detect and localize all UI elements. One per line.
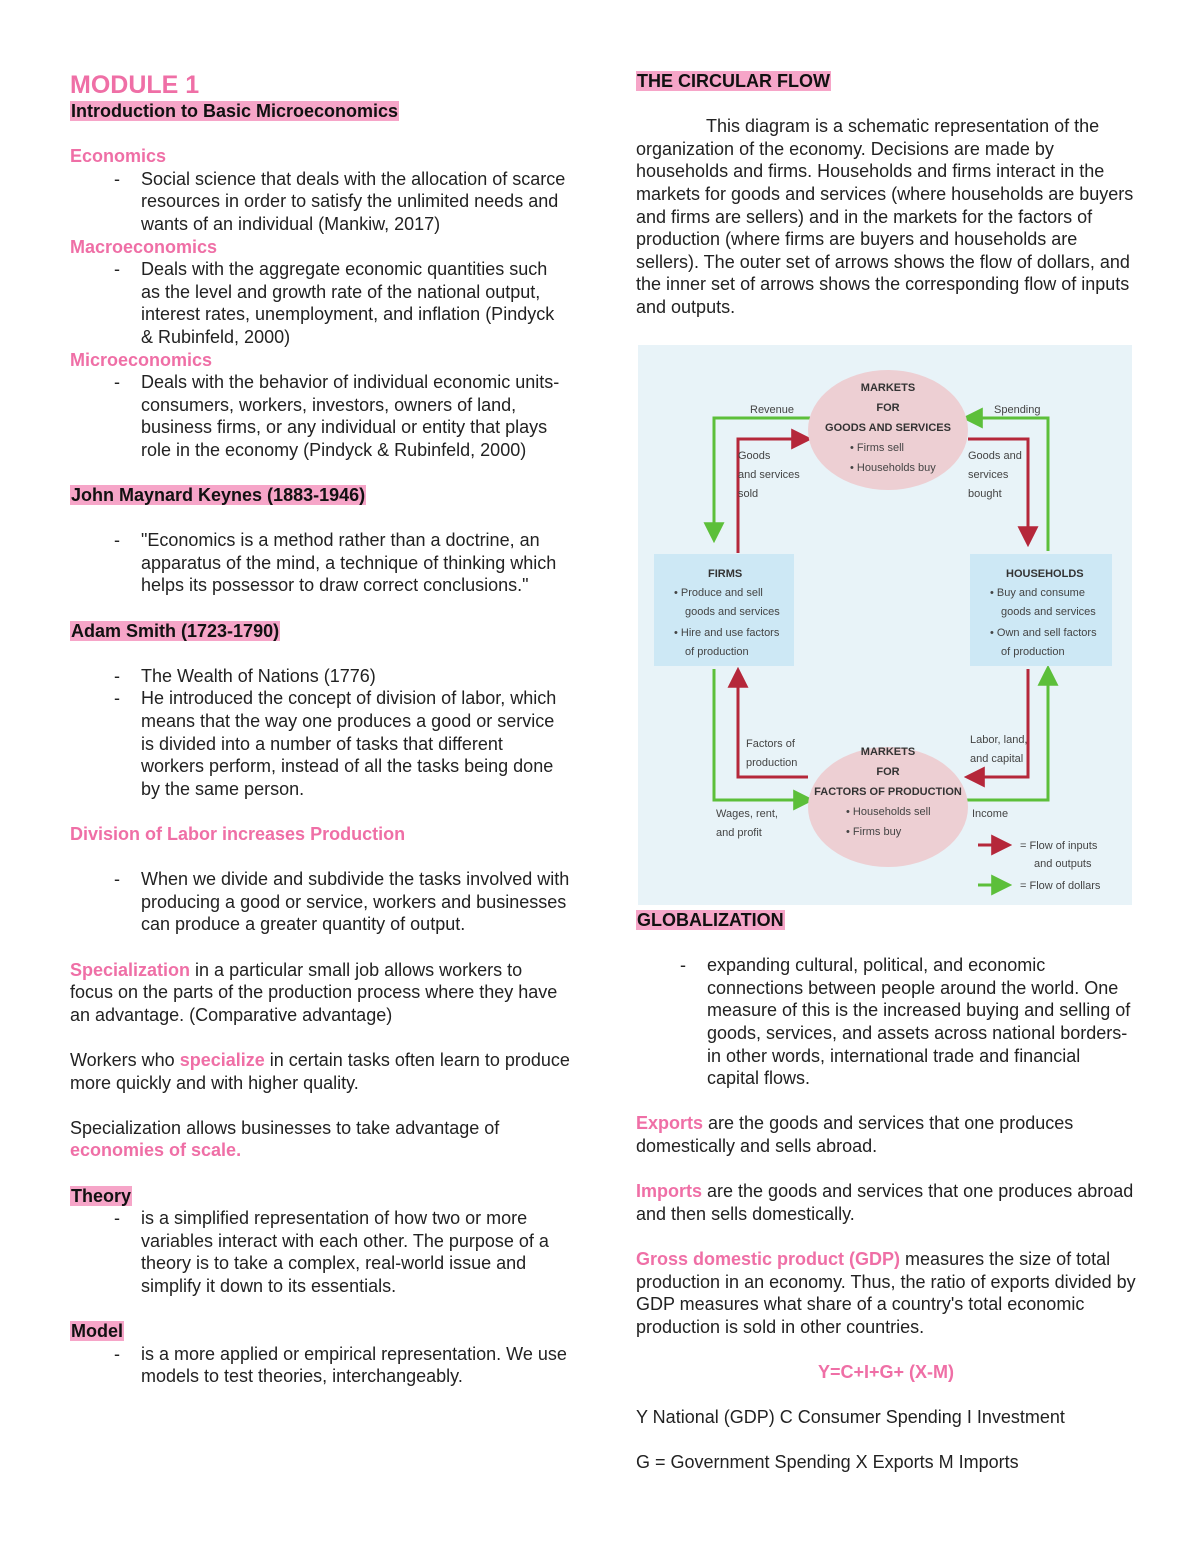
- revenue-label: Revenue: [750, 404, 795, 416]
- spec3-pre: Specialization allows businesses to take advantage of: [70, 1117, 500, 1138]
- gdp-term: Gross domestic product (GDP): [636, 1248, 901, 1269]
- specialization-para-1: [70, 959, 570, 1027]
- imports-rest: are the goods and services that one produces abroad and then sells domestically.: [636, 1181, 1134, 1224]
- spec3-term: economies of scale.: [70, 1140, 242, 1161]
- factors-label-1: Factors of: [746, 738, 795, 750]
- factor-market-label-1: MARKETS: [860, 746, 916, 758]
- firms-bullet-1b: goods and services: [685, 606, 780, 618]
- income-label: Income: [972, 808, 1009, 820]
- economics-term: Economics: [70, 146, 167, 167]
- goods-sold-label-3: sold: [738, 488, 759, 500]
- factor-market-bullet-1: • Households sell: [846, 806, 931, 818]
- specialization-para-2: [70, 1049, 570, 1094]
- goods-market-label-2: FOR: [876, 402, 900, 414]
- macro-def: - Deals with the aggregate economic quantities such as the level and growth rate of the national output, interest rates, unemployment, and inflation (Pindyck & Rubinfeld, 2000): [70, 258, 570, 348]
- legend-red-label-2: and outputs: [1034, 858, 1092, 870]
- macro-term: Macroeconomics: [70, 236, 218, 257]
- goods-bought-label-1: Goods and: [968, 450, 1022, 462]
- circular-flow-heading: THE CIRCULAR FLOW: [637, 71, 830, 91]
- gdp-para: [636, 1248, 1136, 1338]
- spec1-term: Specialization: [70, 959, 191, 980]
- firms-bullet-1a: • Produce and sell: [674, 587, 763, 599]
- factor-market-label-3: FACTORS OF PRODUCTION: [814, 786, 962, 798]
- theory-heading: Theory: [71, 1185, 132, 1206]
- factor-market-bullet-2: • Firms buy: [846, 826, 902, 838]
- legend-red-label-1: = Flow of inputs: [1020, 840, 1098, 852]
- goods-market-bullet-2: • Households buy: [850, 462, 936, 474]
- specialization-para-3: [70, 1117, 570, 1162]
- right-column-top: [636, 70, 1136, 319]
- firms-title: FIRMS: [708, 568, 743, 580]
- factors-label-2: production: [746, 757, 798, 769]
- theory-def: - is a simplified representation of how two or more variables interact with each other. The purpose of a theory is to take a complex, real-world issue and simplify it down to its essentials.: [70, 1207, 570, 1297]
- left-column: [70, 70, 570, 1388]
- households-bullet-1b: goods and services: [1001, 606, 1096, 618]
- circular-flow-text: This diagram is a schematic representation of the organization of the economy. Decisions are made by households and firms. Households and firms interact in the markets for goods and services (where households are buyers and firms are sellers) and in the markets for the factors of production (where firms are buyers and households are sellers). The outer set of arrows shows the flow of dollars, and the inner set of arrows shows the corresponding flow of inputs and outputs.: [636, 116, 1134, 317]
- micro-term: Microeconomics: [70, 349, 213, 370]
- formula-legend-2: G = Government Spending X Exports M Imports: [636, 1452, 1019, 1473]
- households-bullet-2b: of production: [1001, 646, 1065, 658]
- keynes-heading: John Maynard Keynes (1883-1946): [71, 485, 366, 506]
- gdp-rest: measures the size of total production in an economy. Thus, the ratio of exports divided by GDP measures what share of a country's total economic production is sold in other countries.: [636, 1248, 1136, 1337]
- households-title: HOUSEHOLDS: [1006, 568, 1084, 580]
- globalization-heading: GLOBALIZATION: [637, 910, 784, 930]
- goods-bought-label-3: bought: [968, 488, 1002, 500]
- spec2-rest: in certain tasks often learn to produce more quickly and with higher quality.: [70, 1049, 570, 1093]
- spec2-term: specialize: [179, 1049, 265, 1070]
- labor-label-2: and capital: [970, 753, 1024, 765]
- exports-rest: are the goods and services that one produces domestically and sells abroad.: [636, 1113, 1074, 1156]
- module-title: MODULE 1: [70, 71, 200, 99]
- spec1-rest: in a particular small job allows workers to focus on the parts of the production process where they have an advantage. (Comparative advantage): [70, 959, 558, 1025]
- goods-sold-label-1: Goods: [738, 450, 771, 462]
- model-def: - is a more applied or empirical representation. We use models to test theories, interchangeably.: [70, 1343, 570, 1388]
- goods-bought-label-2: services: [968, 469, 1009, 481]
- economics-def: - Social science that deals with the allocation of scarce resources in order to satisfy the unlimited needs and wants of an individual (Mankiw, 2017): [70, 168, 570, 236]
- firms-bullet-2b: of production: [685, 646, 749, 658]
- smith-heading: Adam Smith (1723-1790): [71, 620, 280, 641]
- exports-para: [636, 1112, 1136, 1157]
- goods-market-bullet-1: • Firms sell: [850, 442, 904, 454]
- spending-label: Spending: [994, 404, 1041, 416]
- division-item: - When we divide and subdivide the tasks involved with producing a good or service, workers and businesses can produce a greater quantity of output.: [70, 868, 570, 936]
- micro-def: - Deals with the behavior of individual economic units- consumers, workers, investors, owners of land, business firms, or any individual or entity that plays role in the economy (Pindyck & Rubinfeld, 2000): [70, 371, 570, 461]
- smith-item-1: - The Wealth of Nations (1776): [70, 665, 570, 688]
- factor-market-label-2: FOR: [876, 766, 900, 778]
- imports-term: Imports: [636, 1181, 703, 1202]
- right-column-bottom: [636, 909, 1136, 1474]
- wages-label-1: Wages, rent,: [716, 808, 778, 820]
- smith-item-2: - He introduced the concept of division of labor, which means that the way one produces a good or service is divided into a number of tasks that different workers perform, instead of all the tasks being done by the same person.: [70, 687, 570, 800]
- goods-market-label-3: GOODS AND SERVICES: [825, 422, 951, 434]
- keynes-quote: - "Economics is a method rather than a doctrine, an apparatus of the mind, a technique of thinking which helps its possessor to draw correct conclusions.": [70, 529, 570, 597]
- households-bullet-1a: • Buy and consume: [990, 587, 1085, 599]
- imports-para: [636, 1180, 1136, 1225]
- goods-market-label-1: MARKETS: [860, 382, 916, 394]
- subtitle: Introduction to Basic Microeconomics: [71, 101, 399, 121]
- goods-sold-label-2: and services: [738, 469, 800, 481]
- model-heading: Model: [71, 1321, 123, 1342]
- wages-label-2: and profit: [716, 827, 762, 839]
- legend-green-label: = Flow of dollars: [1020, 880, 1101, 892]
- spec2-pre: Workers who: [70, 1049, 180, 1070]
- labor-label-1: Labor, land,: [970, 734, 1028, 746]
- division-heading: Division of Labor increases Production: [70, 824, 406, 844]
- globalization-def: - expanding cultural, political, and economic connections between people around the world. One measure of this is the increased buying and selling of goods, services, and assets across national borders-in other words, international trade and financial capital flows.: [636, 954, 1136, 1090]
- households-bullet-2a: • Own and sell factors: [990, 627, 1097, 639]
- formula-legend-1: Y National (GDP) C Consumer Spending I Investment: [636, 1407, 1065, 1428]
- exports-term: Exports: [636, 1113, 704, 1134]
- gdp-formula: Y=C+I+G+ (X-M): [817, 1361, 955, 1382]
- circular-flow-diagram: [638, 345, 1132, 905]
- firms-bullet-2a: • Hire and use factors: [674, 627, 780, 639]
